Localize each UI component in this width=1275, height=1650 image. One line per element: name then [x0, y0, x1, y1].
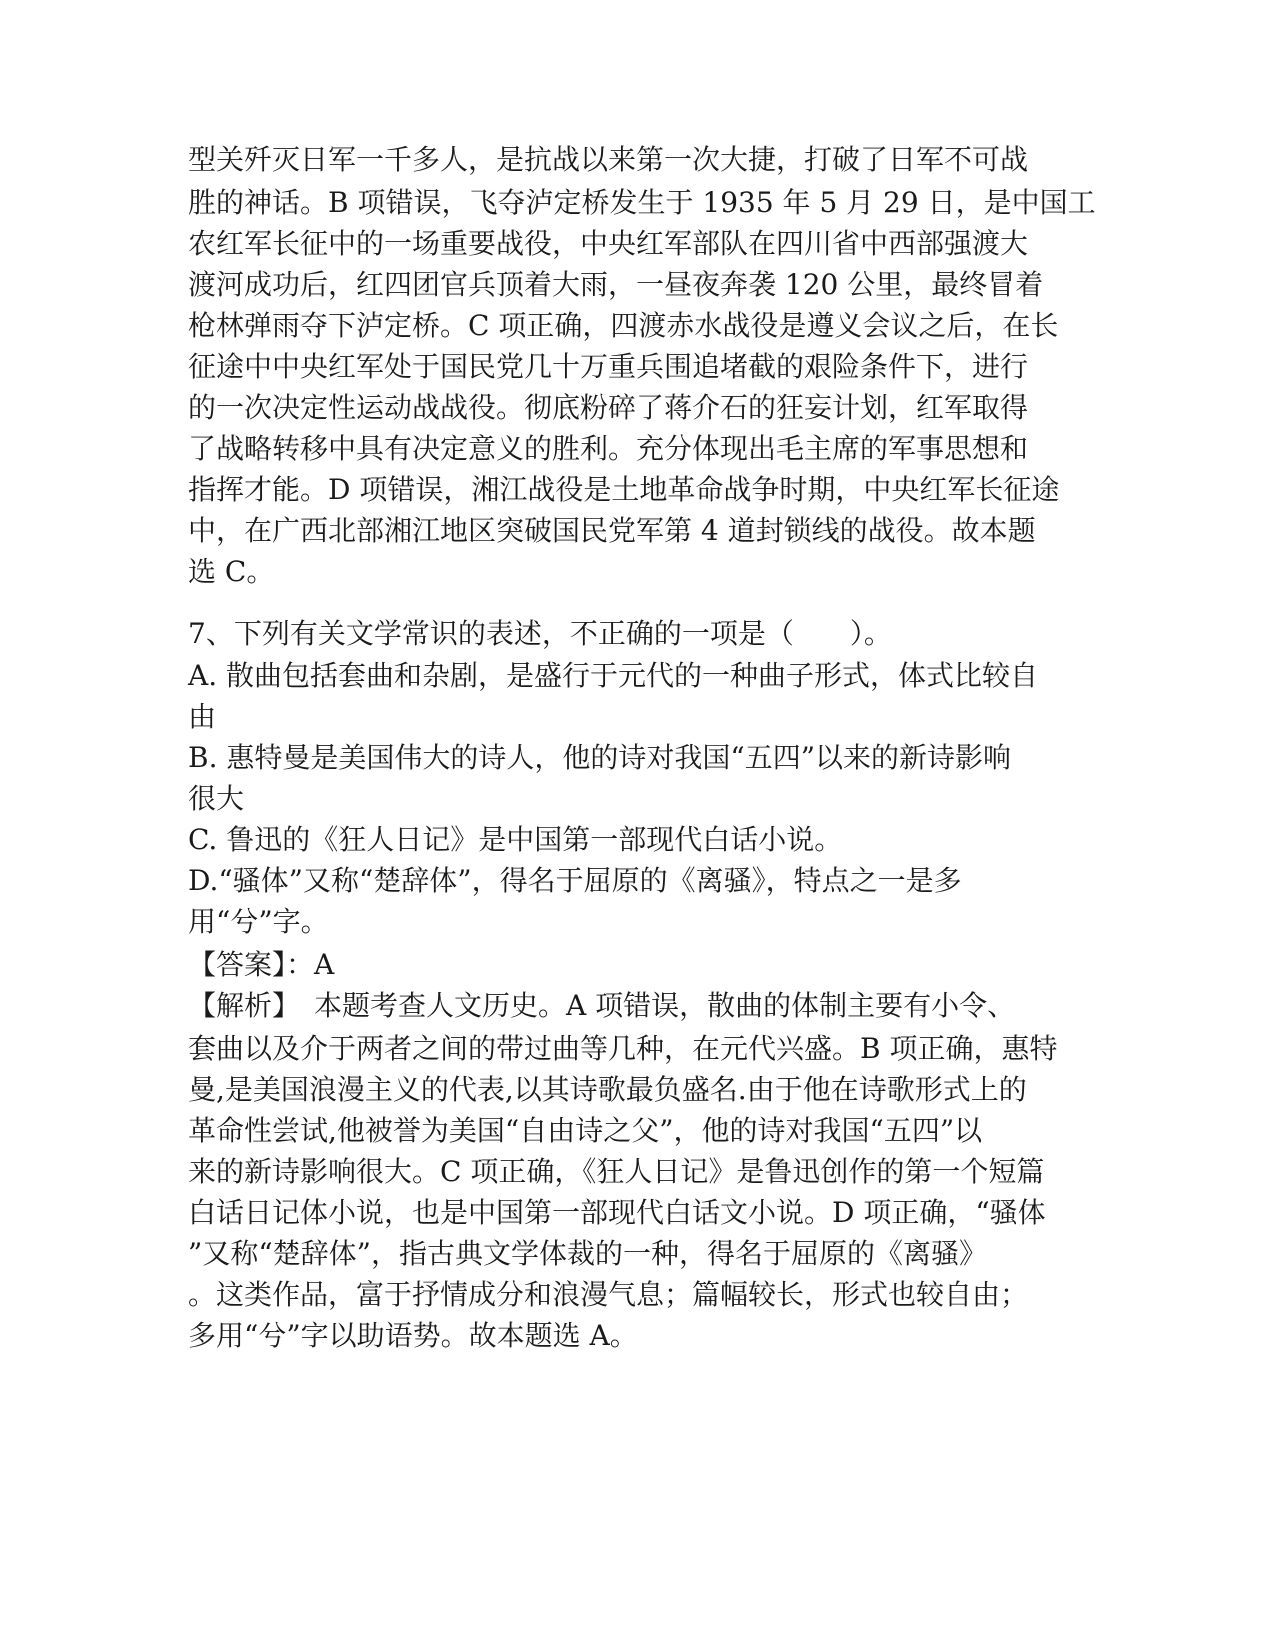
- explanation-line: 征途中中央红军处于国民党几十万重兵围追堵截的艰险条件下，进行: [188, 350, 1029, 383]
- option-d-continued: 用“兮”字。: [188, 905, 329, 938]
- question-stem: 7、下列有关文学常识的表述，不正确的一项是（ ）。: [188, 617, 892, 650]
- explanation-line: 中，在广西北部湘江地区突破国民党军第 4 道封锁线的战役。故本题: [188, 514, 1036, 547]
- explanation-line: 型关歼灭日军一千多人，是抗战以来第一次大捷，打破了日军不可战: [188, 143, 1029, 176]
- explanation-line: ”又称“楚辞体”，指古典文学体裁的一种，得名于屈原的《离骚》: [188, 1237, 987, 1270]
- explanation-line: 曼,是美国浪漫主义的代表,以其诗歌最负盛名.由于他在诗歌形式上的: [188, 1073, 1027, 1106]
- explanation-line: 选 C。: [188, 555, 275, 588]
- explanation-line: 来的新诗影响很大。C 项正确，《狂人日记》是鲁迅创作的第一个短篇: [188, 1155, 1045, 1188]
- explanation-line: 套曲以及介于两者之间的带过曲等几种，在元代兴盛。B 项正确，惠特: [188, 1032, 1058, 1065]
- explanation-line: 。这类作品，富于抒情成分和浪漫气息；篇幅较长，形式也较自由；: [188, 1278, 1029, 1311]
- explanation-line: 白话日记体小说，也是中国第一部现代白话文小说。D 项正确，“骚体: [188, 1196, 1046, 1229]
- explanation-line: 的一次决定性运动战战役。彻底粉碎了蒋介石的狂妄计划，红军取得: [188, 391, 1029, 424]
- option-a: A. 散曲包括套曲和杂剧，是盛行于元代的一种曲子形式，体式比较自: [188, 659, 1039, 692]
- explanation-line: 枪林弹雨夺下泸定桥。C 项正确，四渡赤水战役是遵义会议之后，在长: [188, 309, 1059, 342]
- explanation-line: 渡河成功后，红四团官兵顶着大雨，一昼夜奔袭 120 公里，最终冒着: [188, 268, 1044, 301]
- option-a-continued: 由: [188, 700, 217, 733]
- option-b: B. 惠特曼是美国伟大的诗人，他的诗对我国“五四”以来的新诗影响: [188, 741, 1012, 774]
- option-c: C. 鲁迅的《狂人日记》是中国第一部现代白话小说。: [188, 823, 843, 856]
- explanation-line: 了战略转移中具有决定意义的胜利。充分体现出毛主席的军事思想和: [188, 432, 1029, 465]
- explanation-line: 多用“兮”字以助语势。故本题选 A。: [188, 1319, 638, 1352]
- explanation-line: 胜的神话。B 项错误，飞夺泸定桥发生于 1935 年 5 月 29 日，是中国工: [188, 186, 1096, 219]
- explanation-line: 指挥才能。D 项错误，湘江战役是土地革命战争时期，中央红军长征途: [188, 473, 1060, 506]
- option-d: D.“骚体”又称“楚辞体”，得名于屈原的《离骚》，特点之一是多: [188, 864, 962, 897]
- explanation-line: 农红军长征中的一场重要战役，中央红军部队在四川省中西部强渡大: [188, 227, 1029, 260]
- explanation-line: 革命性尝试,他被誉为美国“自由诗之父”，他的诗对我国“五四”以: [188, 1114, 983, 1147]
- explanation-line: 【解析】 本题考查人文历史。A 项错误，散曲的体制主要有小令、: [188, 989, 1016, 1022]
- option-b-continued: 很大: [188, 782, 245, 815]
- answer: 【答案】：A: [188, 948, 335, 981]
